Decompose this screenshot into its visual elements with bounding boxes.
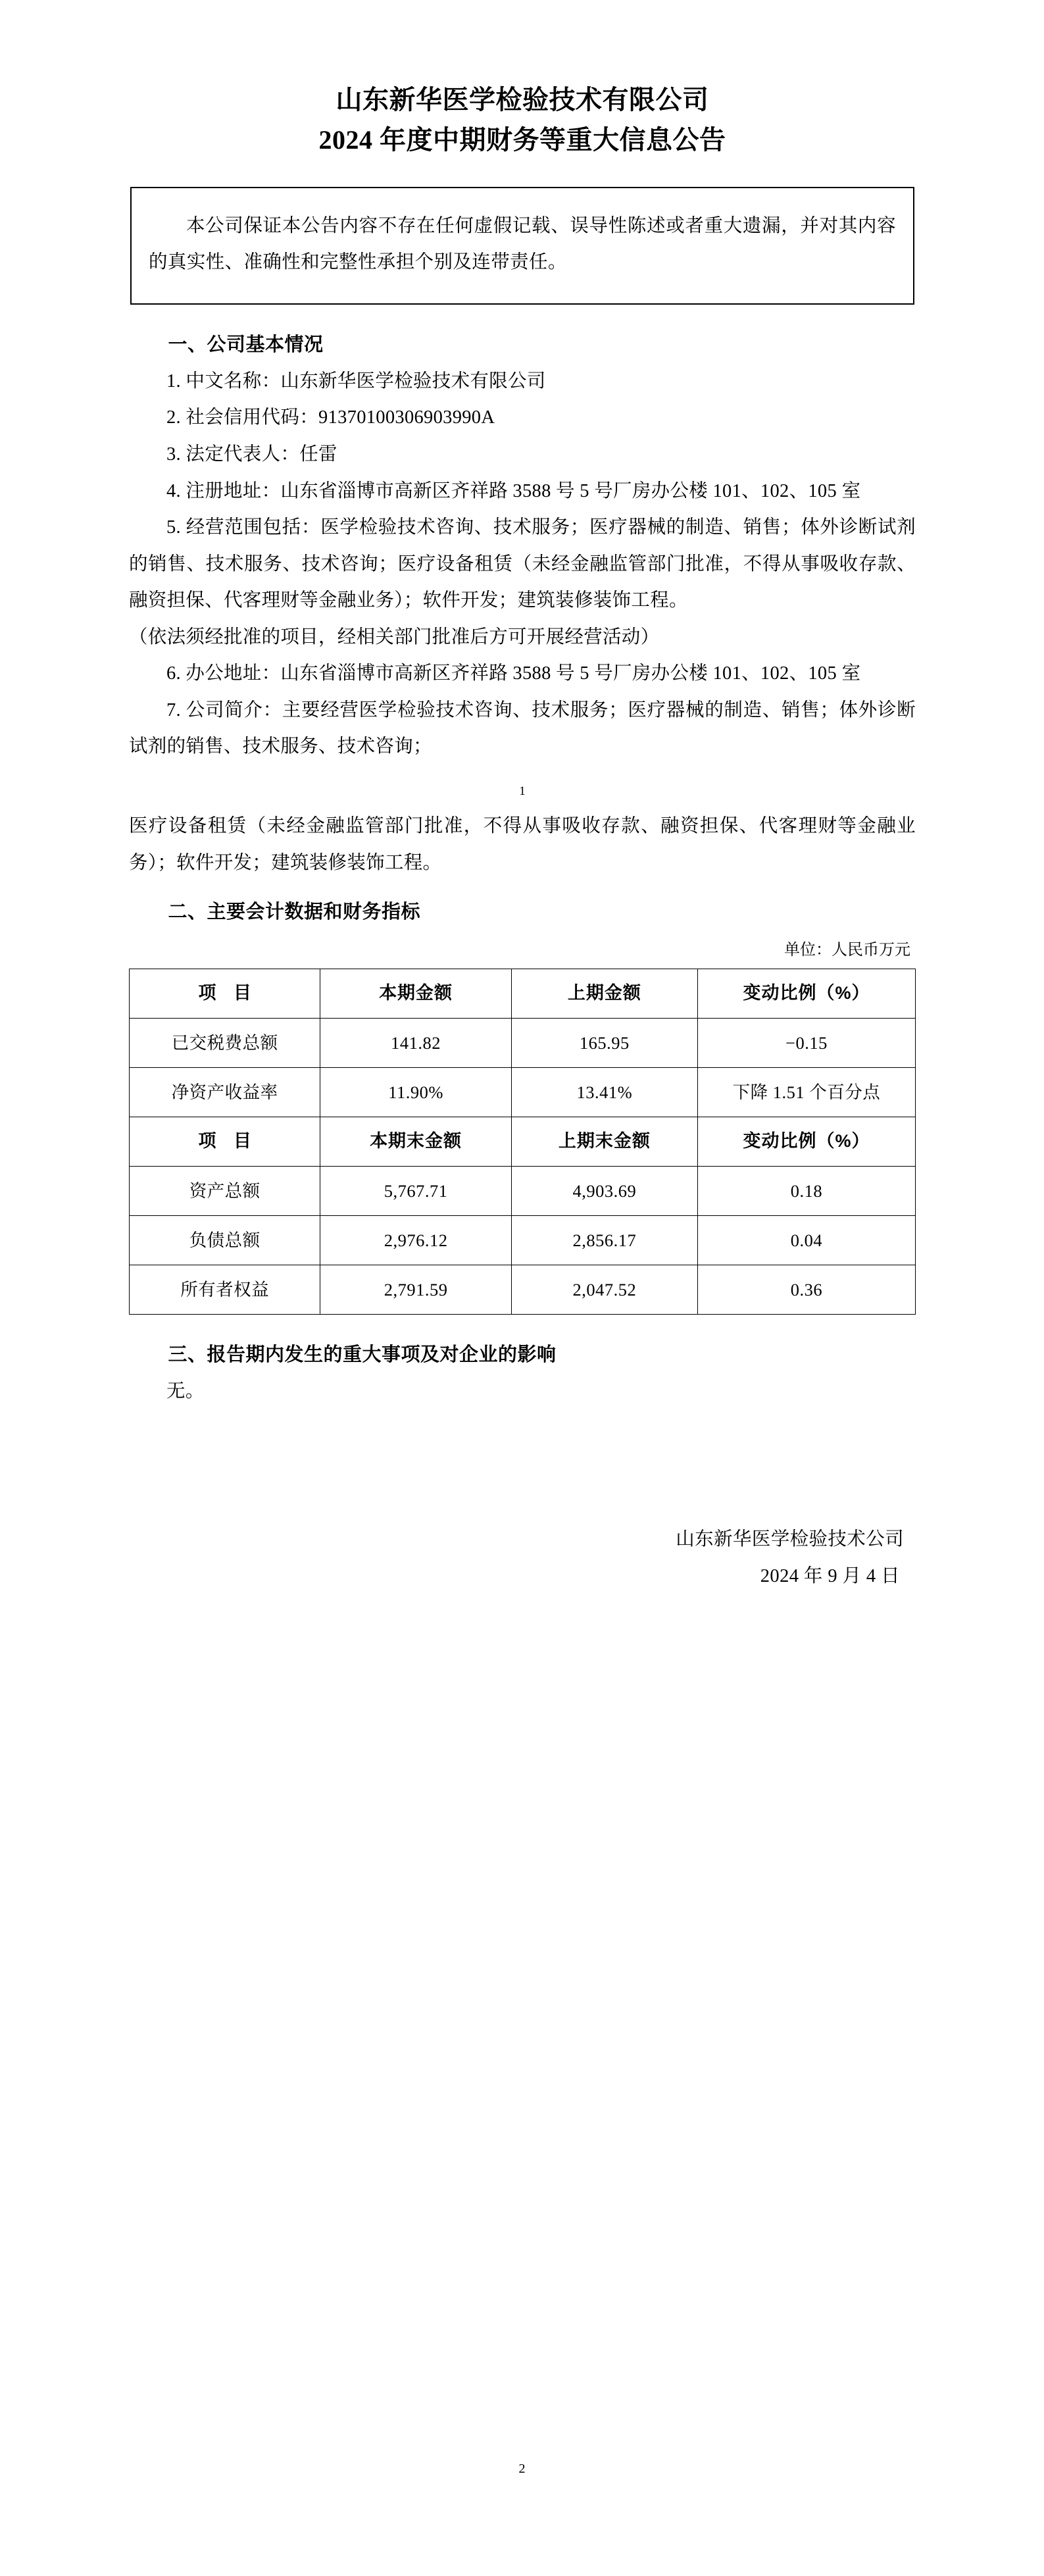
document-content: [129, 0, 916, 1595]
company-info-item-approval-note: （依法须经批准的项目，经相关部门批准后方可开展经营活动）: [129, 626, 660, 647]
table-row: [130, 1166, 916, 1215]
company-info-item-registered-address: 4. 注册地址：山东省淄博市高新区齐祥路 3588 号 5 号厂房办公楼 101、102、105 室: [166, 480, 861, 501]
cell-taxes-paid-current: 141.82: [320, 1018, 511, 1067]
cell-roe-previous: 13.41%: [511, 1067, 697, 1117]
column-header-previous-amount: 上期金额: [511, 969, 697, 1018]
table-row: [130, 1067, 916, 1117]
cell-total-liabilities-change: 0.04: [697, 1215, 915, 1265]
cell-owners-equity-change: 0.36: [697, 1265, 915, 1314]
disclaimer-box: [130, 187, 914, 305]
row-label-return-on-equity: 净资产收益率: [130, 1067, 320, 1117]
financial-data-table: [129, 969, 916, 1315]
title-line-1: 山东新华医学检验技术有限公司: [336, 85, 709, 114]
column-header-current-period-end: 本期末金额: [320, 1117, 511, 1166]
company-info-item-profile: 7. 公司简介：主要经营医学检验技术咨询、技术服务；医疗器械的制造、销售；体外诊断试剂的销售、技术服务、技术咨询；: [129, 699, 916, 757]
table-row: [130, 1265, 916, 1314]
table-row: [130, 1018, 916, 1067]
column-header-previous-period-end: 上期末金额: [511, 1117, 697, 1166]
column-header-change-ratio-balance: 变动比例（%）: [697, 1117, 915, 1166]
table-row: [130, 1215, 916, 1265]
row-label-taxes-paid: 已交税费总额: [130, 1018, 320, 1067]
table-header-row-balance: [130, 1117, 916, 1166]
section-heading-three: 三、报告期内发生的重大事项及对企业的影响: [168, 1344, 557, 1365]
company-info-item-office-address: 6. 办公地址：山东省淄博市高新区齐祥路 3588 号 5 号厂房办公楼 101、102、105 室: [166, 663, 861, 684]
cell-roe-change: 下降 1.51 个百分点: [697, 1067, 915, 1117]
section-heading-one: 一、公司基本情况: [168, 334, 324, 355]
company-info-item-legal-rep: 3. 法定代表人：任雷: [166, 443, 337, 465]
company-info-item-business-scope: 5. 经营范围包括：医学检验技术咨询、技术服务；医疗器械的制造、销售；体外诊断试剂的销售、技术服务、技术咨询；医疗设备租赁（未经金融监管部门批准，不得从事吸收存款、融资担保、代客理财等金融业务）；软件开发；建筑装修装饰工程。: [129, 517, 916, 611]
row-label-total-liabilities: 负债总额: [130, 1215, 320, 1265]
cell-taxes-paid-change: −0.15: [697, 1018, 915, 1067]
column-header-change-ratio: 变动比例（%）: [697, 969, 915, 1018]
page-break-marker: 1: [519, 784, 526, 798]
column-header-current-amount: 本期金额: [320, 969, 511, 1018]
page-title: [129, 0, 916, 161]
cell-total-assets-previous: 4,903.69: [511, 1166, 697, 1215]
footer-page-number: 2: [518, 2462, 526, 2476]
company-profile-continuation: 医疗设备租赁（未经金融监管部门批准，不得从事吸收存款、融资担保、代客理财等金融业务）；软件开发；建筑装修装饰工程。: [129, 816, 916, 873]
cell-owners-equity-current: 2,791.59: [320, 1265, 511, 1314]
signature-block: [129, 1409, 916, 1594]
cell-taxes-paid-previous: 165.95: [511, 1018, 697, 1067]
row-label-total-assets: 资产总额: [130, 1166, 320, 1215]
title-line-2: 2024 年度中期财务等重大信息公告: [318, 124, 726, 155]
company-info-item-name: 1. 中文名称：山东新华医学检验技术有限公司: [166, 370, 546, 391]
cell-total-assets-current: 5,767.71: [320, 1166, 511, 1215]
company-info-item-credit-code: 2. 社会信用代码：91370100306903990A: [166, 407, 495, 428]
cell-owners-equity-previous: 2,047.52: [511, 1265, 697, 1314]
section-three-body: 无。: [166, 1380, 205, 1402]
row-label-owners-equity: 所有者权益: [130, 1265, 320, 1314]
signature-company-name: 山东新华医学检验技术公司: [676, 1529, 904, 1550]
cell-total-liabilities-current: 2,976.12: [320, 1215, 511, 1265]
table-header-row-flow: [130, 969, 916, 1018]
disclaimer-text: 本公司保证本公告内容不存在任何虚假记载、误导性陈述或者重大遗漏，并对其内容的真实性、准确性和完整性承担个别及连带责任。: [149, 215, 896, 273]
table-unit-label: 单位：人民币万元: [784, 942, 910, 959]
section-heading-two: 二、主要会计数据和财务指标: [168, 901, 420, 923]
cell-total-liabilities-previous: 2,856.17: [511, 1215, 697, 1265]
column-header-item-balance: 项 目: [130, 1117, 320, 1166]
column-header-item: 项 目: [130, 969, 320, 1018]
cell-total-assets-change: 0.18: [697, 1166, 915, 1215]
cell-roe-current: 11.90%: [320, 1067, 511, 1117]
signature-date: 2024 年 9 月 4 日: [760, 1566, 900, 1587]
